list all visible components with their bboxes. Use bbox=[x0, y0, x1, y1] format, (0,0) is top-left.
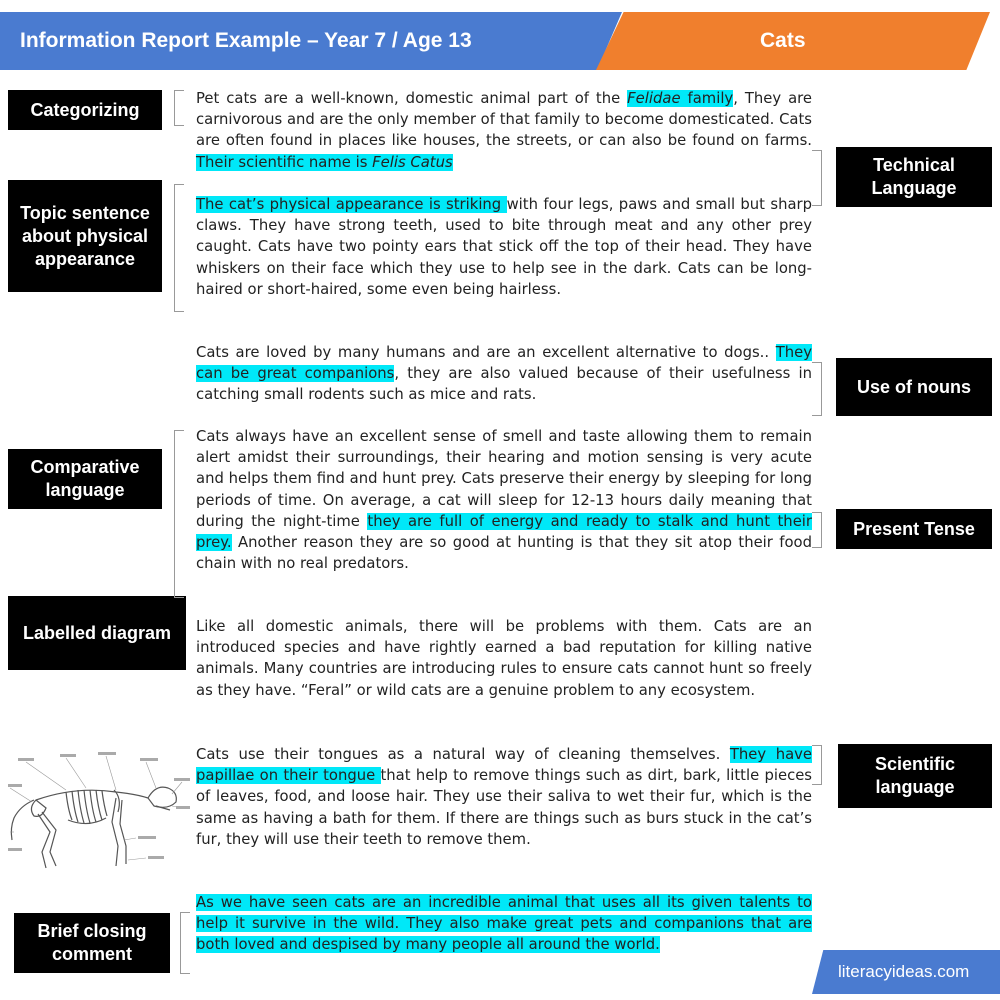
bracket-closing bbox=[180, 912, 190, 974]
paragraph-companions: Cats are loved by many humans and are an excellent alternative to dogs.. They can be great companions, they are also valued because of their usefulness in catching small rodents such as mice and rats. bbox=[196, 344, 812, 404]
bracket-categorizing bbox=[174, 90, 184, 126]
label-technical-language: Technical Language bbox=[836, 147, 992, 207]
label-use-of-nouns: Use of nouns bbox=[836, 358, 992, 416]
topic-title: Cats bbox=[760, 29, 806, 52]
label-labelled-diagram: Labelled diagram bbox=[8, 596, 186, 670]
label-closing-comment: Brief closing comment bbox=[14, 913, 170, 973]
label-present-tense: Present Tense bbox=[836, 509, 992, 549]
bracket-present-tense bbox=[812, 512, 822, 548]
bracket-comparative bbox=[174, 430, 184, 598]
paragraph-conclusion: As we have seen cats are an incredible animal that uses all its given talents to help it survive in the wild. They also make great pets and companions that are both loved and despised by many people all around the world. bbox=[196, 894, 812, 954]
label-scientific-language: Scientific language bbox=[838, 744, 992, 808]
cat-skeleton-diagram bbox=[6, 748, 192, 878]
paragraph-appearance: The cat’s physical appearance is striking with four legs, paws and small but sharp claws. They have strong teeth, used to bite through meat and any other prey caught. Cats have two pointy ears that stick off the top of their head. They have whiskers on their face which they use to help see in the dark. Cats can be long-haired or short-haired, some even being hairless. bbox=[196, 196, 812, 298]
paragraph-problems: Like all domestic animals, there will be problems with them. Cats are an introduced species and have rightly earned a bad reputation for killing native animals. Many countries are introducing rules to ensure cats cannot hunt so freely as they have. “Feral” or wild cats are a genuine problem to any ecosystem. bbox=[196, 618, 812, 699]
bracket-topic-sentence bbox=[174, 184, 184, 312]
label-categorizing: Categorizing bbox=[8, 90, 162, 130]
paragraph-senses: Cats always have an excellent sense of smell and taste allowing them to remain alert amidst their surroundings, their hearing and motion sensing is very acute and helps them find and hunt prey. Cats preserve their energy by sleeping for long periods of time. On average, a cat will sleep for 12-13 hours daily meaning that during the night-time they are full of energy and ready to stalk and hunt their prey. Another reason they are so good at hunting is that they sit atop their food chain with no real predators. bbox=[196, 428, 812, 573]
label-comparative-language: Comparative language bbox=[8, 449, 162, 509]
bracket-technical bbox=[812, 150, 822, 206]
page-title: Information Report Example – Year 7 / Age 13 bbox=[20, 29, 472, 52]
bracket-scientific bbox=[812, 745, 822, 785]
footer-site-link[interactable]: literacyideas.com bbox=[838, 962, 970, 981]
bracket-nouns bbox=[812, 362, 822, 416]
paragraph-grooming: Cats use their tongues as a natural way of cleaning themselves. They have papillae on their tongue that help to remove things such as dirt, bark, little pieces of leaves, food, and loose hair. They use their saliva to wet their fur, which is the same as having a bath for them. If there are things such as burs stuck in the cat’s fur, they will use their teeth to remove them. bbox=[196, 746, 813, 848]
paragraph-introduction: Pet cats are a well-known, domestic animal part of the Felidae family, They are carnivorous and are the only member of that family to become domesticated. Cats are often found in places like houses, the streets, or can also be found on farms. Their scientific name is Felis Catus bbox=[196, 90, 813, 171]
label-topic-sentence: Topic sentence about physical appearance bbox=[8, 180, 162, 292]
